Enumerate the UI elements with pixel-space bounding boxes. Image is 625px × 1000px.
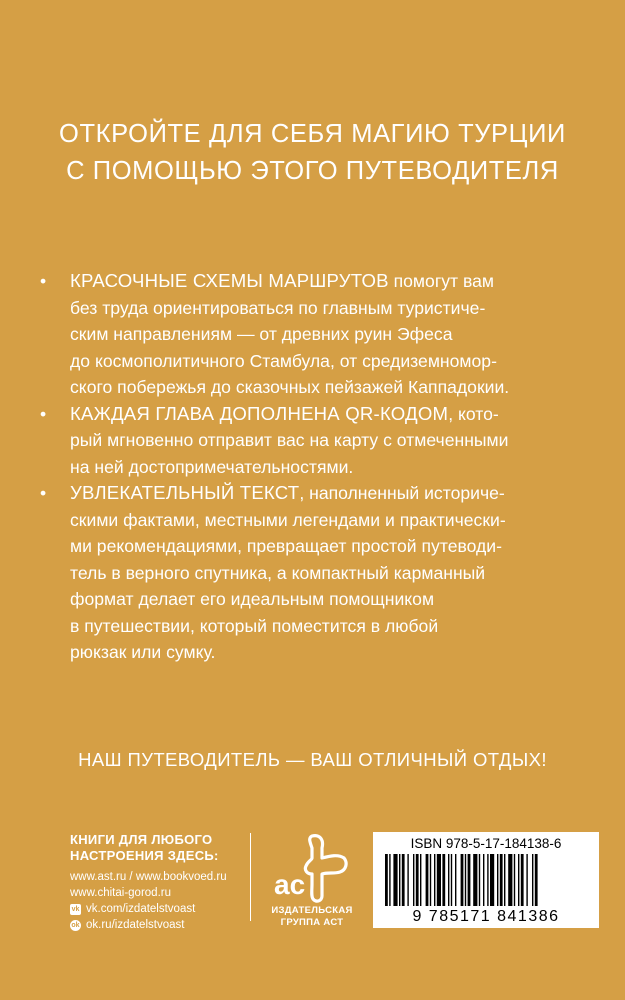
barcode-bar [473,854,477,906]
barcode-bar [518,854,519,906]
bullet-marker: • [40,403,47,424]
barcode-bar [479,854,480,906]
logo-text: ас [274,869,306,900]
feature-text-line: ми рекомендациями, превращает простой путеводи- [70,536,502,556]
barcode-bar [455,854,456,906]
feature-text-line: , кото- [448,403,499,424]
publisher-caption-line-2: ГРУППА АСТ [280,917,344,928]
social-link-vk[interactable] [70,901,250,917]
barcode-bar [413,854,414,906]
feature-list [37,268,597,666]
barcode-bar [490,854,494,906]
barcode-bar [385,854,388,906]
barcode-bar [500,854,503,906]
bullet-marker: • [40,483,47,503]
barcode-bar [407,854,408,906]
feature-text-line: , наполненный историче- [299,483,505,503]
barcode-bar [437,854,441,906]
barcode-bar [521,854,524,906]
barcode-bar [497,854,498,906]
barcode-bar [442,854,445,906]
barcode-bar [451,854,452,906]
slogan: НАШ ПУТЕВОДИТЕЛЬ — ВАШ ОТЛИЧНЫЙ ОТДЫХ! [78,749,547,770]
footer-title-line-1: КНИГИ ДЛЯ ЛЮБОГО [70,832,213,847]
barcode-bar [465,854,466,906]
barcode-bar [514,854,515,906]
feature-text-line: без труда ориентироваться по главным туристиче- [70,297,486,318]
social-link-ok[interactable] [70,917,250,933]
feature-lead: УВЛЕКАТЕЛЬНЫЙ ТЕКСТ [70,482,300,503]
barcode-bar [420,854,421,906]
footer-title-line-2: НАСТРОЕНИЯ ЗДЕСЬ: [70,848,219,863]
barcode-bar [434,854,435,906]
feature-item-qr [37,401,597,481]
publisher-caption-line-1: ИЗДАТЕЛЬСКАЯ [271,905,353,916]
feature-text-line: на ней достопримечательностями. [70,456,354,477]
barcode-bar [535,854,538,906]
store-link[interactable]: www.ast.ru / www.bookvoed.ru [70,871,227,883]
feature-text-line: ским направлениям — от древних руин Эфеса [70,324,453,344]
feature-text-line: в путешествии, который поместится в любой [70,615,439,636]
barcode-bar [393,854,397,906]
barcode-bar [448,854,449,906]
barcode-bar [399,854,400,906]
barcode-bar [389,854,390,906]
feature-text-line: тель в верного спутника, а компактный карманный [70,562,486,583]
store-link[interactable]: www.chitai-gorod.ru [70,886,171,899]
isbn-label: ISBN 978-5-17-184138-6 [410,836,562,851]
vk-icon: vk [71,905,80,913]
feature-text-line: ского побережья до сказочных пейзажей Каппадокии. [70,377,510,397]
social-link-text: vk.com/izdatelstvoast [86,903,196,915]
odnoklassniki-icon: ok [71,921,80,929]
headline [0,116,625,190]
barcode-digits: 9 785171 841386 [412,908,560,925]
barcode-icon [383,854,589,910]
barcode-bar [402,854,405,906]
feature-item-text [37,480,597,666]
barcode-bar [430,854,431,906]
feature-lead: КАЖДАЯ ГЛАВА ДОПОЛНЕНА QR-КОДОМ [70,402,449,424]
barcode-bar [487,854,488,906]
feature-text-line: рый мгновенно отправит вас на карту с отмеченными [70,430,509,450]
headline-line-2: С ПОМОЩЬЮ ЭТОГО ПУТЕВОДИТЕЛЯ [66,157,559,185]
barcode-panel [373,832,599,928]
feature-text-line: формат делает его идеальным помощником [70,589,435,609]
feature-item-routes [37,268,597,401]
social-link-text: ok.ru/izdatelstvoast [86,919,185,931]
feature-text-line: рюкзак или сумку. [70,642,216,662]
feature-lead: КРАСОЧНЫЕ СХЕМЫ МАРШРУТОВ [70,270,389,291]
headline-line-1: ОТКРОЙТЕ ДЛЯ СЕБЯ МАГИЮ ТУРЦИИ [59,120,566,148]
store-links [70,870,250,933]
feature-text-line: до космополитичного Стамбула, от средиземномор- [70,350,497,371]
feature-text-line: скими фактами, местными легендами и практически- [70,509,506,530]
bullet-marker: • [40,271,47,291]
barcode-bar [416,854,419,906]
publisher-caption [262,905,362,929]
barcode-bar [508,854,512,906]
barcode-bar [468,854,471,906]
barcode-bar [461,854,464,906]
barcode-bar [532,854,533,906]
barcode-bar [483,854,484,906]
footer-store-info [70,832,250,933]
barcode-bar [504,854,505,906]
footer-title [70,832,250,864]
feature-text-line: помогут вам [388,271,495,291]
barcode-bar [526,854,527,906]
barcode-bar [426,854,429,906]
footer-divider [250,833,251,921]
